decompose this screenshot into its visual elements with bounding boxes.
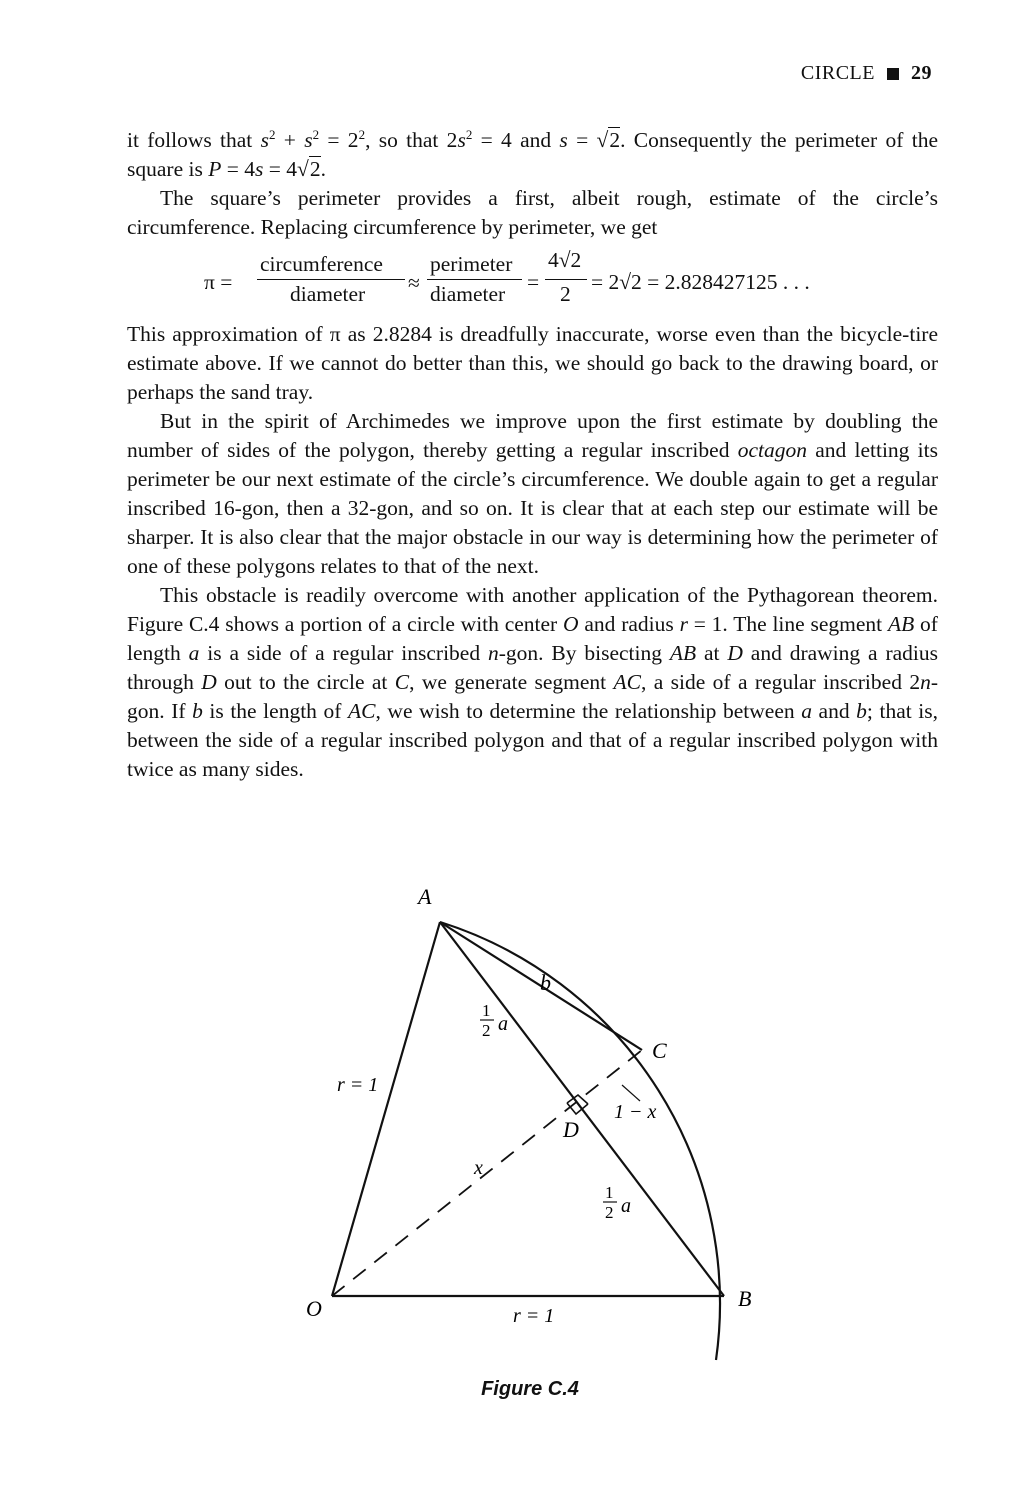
svg-text:a: a xyxy=(621,1195,631,1217)
label-D: D xyxy=(563,1117,579,1142)
page-number: 29 xyxy=(911,62,932,84)
paragraph-1: it follows that $s^2 + s^2 = 2^2$, so that $2s^2 = 4$ and s = √2. Consequently the perimeter of the square is P = 4s = 4√2. xyxy=(127,127,938,182)
paragraph-2: The square’s perimeter provides a first, albeit rough, estimate of the circle’s circumference. Replacing circumference by perimeter, we get xyxy=(127,186,938,240)
svg-text:2: 2 xyxy=(482,1021,491,1040)
radius-OA xyxy=(332,922,440,1296)
label-C: C xyxy=(652,1038,667,1063)
dashed-radius-OC xyxy=(332,1050,642,1296)
label-x: x xyxy=(474,1157,483,1179)
figure-caption: Figure C.4 xyxy=(481,1378,579,1400)
paragraph-4: But in the spirit of Archimedes we improve upon the first estimate by doubling the number of sides of the polygon, thereby getting a regular inscribed octagon and letting its perimeter be our next estimate of the circle’s circumference. We double again to get a regular inscribed 16-gon, then a 32-gon, and so on. It is clear that at each step our estimate will be sharper. It is also clear that the major obstacle in our way is determining how the perimeter of one of these polygons relates to that of the next. xyxy=(127,409,938,579)
svg-text:a: a xyxy=(498,1013,508,1035)
svg-text:1: 1 xyxy=(482,1001,491,1020)
section-title: CIRCLE xyxy=(800,62,875,84)
svg-text:1: 1 xyxy=(605,1183,614,1202)
label-half-a-lower xyxy=(603,1183,631,1222)
label-B: B xyxy=(738,1286,752,1311)
paragraph-3: This approximation of π as 2.8284 is dreadfully inaccurate, worse even than the bicycle-tire estimate above. If we cannot do better than this, we should go back to the drawing board, or perhaps the sand tray. xyxy=(127,322,938,405)
paragraph-5: This obstacle is readily overcome with another application of the Pythagorean theorem. Figure C.4 shows a portion of a circle with center O and radius r = 1. The line segment AB of length a is a side of a regular inscribed n-gon. By bisecting AB at D and drawing a radius through D out to the circle at C, we generate segment AC, a side of a regular inscribed 2n-gon. If b is the length of AC, we wish to determine the relationship between a and b; that is, between the side of a regular inscribed polygon and that of a regular inscribed polygon with twice as many sides. xyxy=(127,583,938,782)
label-r-equals-1-OA: r = 1 xyxy=(337,1074,379,1096)
leader-1-minus-x xyxy=(622,1085,640,1101)
label-O: O xyxy=(306,1296,322,1321)
label-r-equals-1-OB: r = 1 xyxy=(513,1305,555,1327)
label-A: A xyxy=(418,884,432,909)
pi-equation: π = circumference diameter ≈ perimeter diameter = 4√2 2 = 2√2 = 2.828427125 . . . xyxy=(204,248,810,307)
label-b: b xyxy=(540,970,551,995)
label-1-minus-x: 1 − x xyxy=(614,1101,657,1123)
svg-text:2: 2 xyxy=(605,1203,614,1222)
circle-arc xyxy=(440,922,720,1360)
